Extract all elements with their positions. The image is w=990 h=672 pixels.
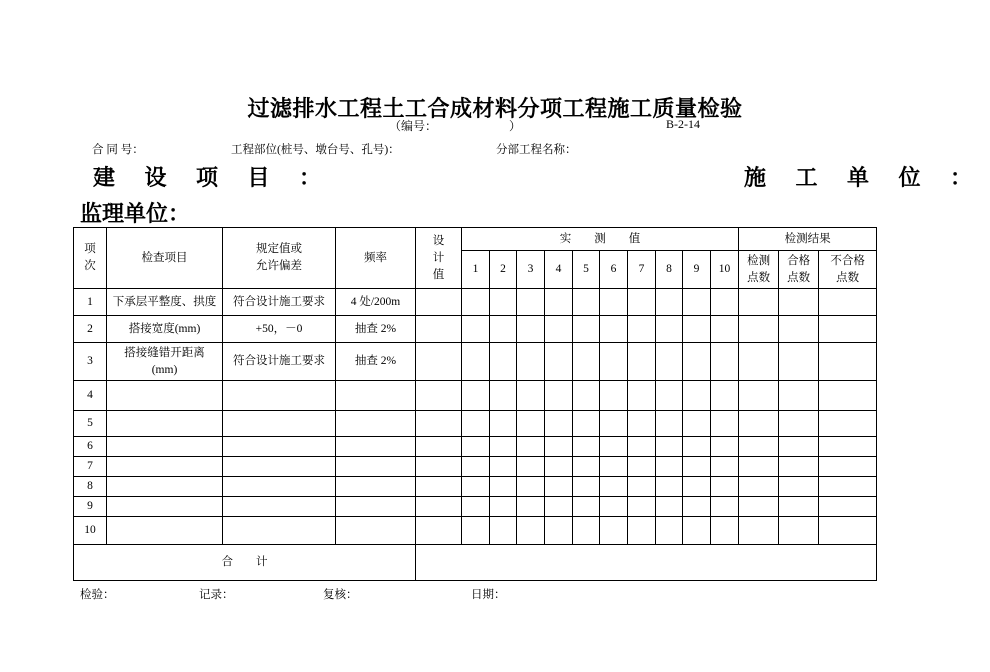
row-freq: 抽查 2% [336,316,416,343]
measured-cell [545,316,573,343]
design-cell [416,437,462,457]
measured-cell [656,411,683,437]
design-cell [416,343,462,381]
table-row [74,457,877,477]
measured-cell [628,457,656,477]
measured-cell [462,457,490,477]
row-freq [336,497,416,517]
result-cell [819,457,877,477]
measured-cell [600,381,628,411]
measured-cell [683,289,711,316]
measured-cell [683,411,711,437]
measured-cell [600,477,628,497]
row-item [107,411,223,437]
result-col-fail: 不合格点数 [819,251,877,289]
row-spec [223,477,336,497]
measured-cell [711,289,739,316]
measured-cell [545,477,573,497]
row-no: 1 [74,289,107,316]
measured-cell [545,411,573,437]
measured-cell [517,477,545,497]
result-cell [819,437,877,457]
measured-cell [517,289,545,316]
row-spec [223,497,336,517]
measured-cell [573,289,600,316]
measured-cell [462,343,490,381]
measured-cell [628,381,656,411]
measured-cell [573,497,600,517]
form-title: 过滤排水工程土工合成材料分项工程施工质量检验 [247,96,743,121]
contract-label: 合 同 号： [92,144,144,156]
total-value-cell [416,545,877,581]
table-row [74,517,877,545]
result-cell [779,381,819,411]
sub-project-label: 分部工程名称： [496,144,577,156]
row-freq: 抽查 2% [336,343,416,381]
measured-cell [656,457,683,477]
row-spec [223,381,336,411]
measured-cell [517,517,545,545]
result-cell [819,289,877,316]
result-cell [779,457,819,477]
measured-cell [683,457,711,477]
measured-cell [683,381,711,411]
measured-cell [490,477,517,497]
table-row [74,381,877,411]
result-cell [779,497,819,517]
row-spec: 符合设计施工要求 [223,289,336,316]
measured-cell [711,343,739,381]
result-cell [739,517,779,545]
row-item [107,381,223,411]
row-freq: 4 处/200m [336,289,416,316]
measured-cell [573,457,600,477]
result-cell [739,343,779,381]
row-spec: +50，－0 [223,316,336,343]
result-cell [819,316,877,343]
measured-cell [545,381,573,411]
row-spec [223,411,336,437]
measured-cell [628,411,656,437]
measured-cell [490,457,517,477]
result-cell [739,497,779,517]
measured-cell [628,437,656,457]
header-design: 设计值 [416,228,462,289]
total-row [74,545,877,581]
row-spec [223,517,336,545]
row-item: 搭接缝错开距离(mm) [107,343,223,381]
measured-cell [545,437,573,457]
measured-cell [600,457,628,477]
table-row [74,411,877,437]
measured-cell [573,381,600,411]
measured-cell [462,497,490,517]
result-cell [779,411,819,437]
measured-cell [600,517,628,545]
measured-cell [711,381,739,411]
inspection-table [73,227,877,581]
result-cell [779,477,819,497]
measured-col: 4 [545,251,573,289]
design-cell [416,477,462,497]
measured-cell [490,343,517,381]
measured-cell [656,381,683,411]
measured-cell [573,517,600,545]
measured-cell [628,343,656,381]
header-spec: 规定值或允许偏差 [223,228,336,289]
measured-cell [462,381,490,411]
measured-col: 7 [628,251,656,289]
measured-cell [573,437,600,457]
row-no: 7 [74,457,107,477]
result-cell [819,517,877,545]
row-no: 2 [74,316,107,343]
header-result: 检测结果 [739,228,877,251]
result-cell [819,477,877,497]
row-freq [336,411,416,437]
row-spec [223,437,336,457]
design-cell [416,497,462,517]
design-cell [416,517,462,545]
measured-cell [573,477,600,497]
row-item [107,477,223,497]
measured-cell [490,411,517,437]
row-no: 9 [74,497,107,517]
measured-cell [490,437,517,457]
total-label: 合 计 [74,545,416,581]
result-cell [739,316,779,343]
measured-cell [490,497,517,517]
result-cell [739,381,779,411]
measured-cell [711,316,739,343]
measured-cell [517,497,545,517]
measured-cell [462,316,490,343]
measured-cell [711,517,739,545]
row-item [107,517,223,545]
result-col-pass: 合格点数 [779,251,819,289]
result-cell [779,289,819,316]
design-cell [416,316,462,343]
measured-cell [573,411,600,437]
measured-cell [517,343,545,381]
measured-cell [517,316,545,343]
inspect-label: 检验： [80,589,115,601]
location-label: 工程部位(桩号、墩台号、孔号)： [231,144,400,156]
table-row [74,343,877,381]
measured-cell [545,343,573,381]
review-label: 复核： [323,589,358,601]
header-freq: 频率 [336,228,416,289]
measured-cell [517,411,545,437]
measured-cell [711,457,739,477]
measured-col: 5 [573,251,600,289]
row-no: 8 [74,477,107,497]
row-freq [336,477,416,497]
measured-cell [545,517,573,545]
result-cell [779,343,819,381]
row-spec [223,457,336,477]
design-cell [416,411,462,437]
measured-cell [628,497,656,517]
measured-cell [600,497,628,517]
design-cell [416,457,462,477]
number-close: ） [509,119,522,133]
result-cell [739,457,779,477]
measured-cell [628,477,656,497]
measured-col: 6 [600,251,628,289]
header-measured: 实 测 值 [462,228,739,251]
measured-cell [656,497,683,517]
measured-cell [600,343,628,381]
header-no: 项次 [74,228,107,289]
measured-col: 2 [490,251,517,289]
result-cell [819,343,877,381]
form-code: B-2-14 [666,117,700,131]
measured-cell [683,517,711,545]
row-freq [336,457,416,477]
row-no: 6 [74,437,107,457]
measured-col: 10 [711,251,739,289]
measured-cell [545,497,573,517]
measured-cell [517,381,545,411]
measured-col: 8 [656,251,683,289]
table-row [74,477,877,497]
measured-cell [600,289,628,316]
measured-cell [545,289,573,316]
measured-cell [462,289,490,316]
row-spec: 符合设计施工要求 [223,343,336,381]
measured-cell [517,437,545,457]
measured-cell [683,477,711,497]
table-row [74,497,877,517]
result-cell [819,497,877,517]
measured-cell [462,517,490,545]
row-freq [336,381,416,411]
measured-cell [656,343,683,381]
record-label: 记录： [199,589,234,601]
supervisor-label: 监理单位： [80,201,191,226]
measured-cell [545,457,573,477]
row-no: 3 [74,343,107,381]
measured-cell [490,289,517,316]
measured-col: 1 [462,251,490,289]
measured-cell [573,343,600,381]
measured-cell [490,517,517,545]
table-body [74,289,877,545]
row-freq [336,437,416,457]
measured-cell [462,477,490,497]
design-cell [416,289,462,316]
row-freq [336,517,416,545]
measured-cell [683,343,711,381]
measured-cell [711,497,739,517]
measured-cell [490,316,517,343]
row-item: 下承层平整度、拱度 [107,289,223,316]
measured-cell [628,517,656,545]
result-cell [779,437,819,457]
result-cell [779,517,819,545]
table-row [74,289,877,316]
result-cell [739,437,779,457]
measured-cell [628,289,656,316]
result-cell [739,477,779,497]
measured-cell [683,437,711,457]
measured-cell [573,316,600,343]
measured-cell [462,411,490,437]
row-item: 搭接宽度(mm) [107,316,223,343]
row-no: 5 [74,411,107,437]
date-label: 日期： [471,589,506,601]
result-cell [739,289,779,316]
result-cell [819,411,877,437]
measured-col: 9 [683,251,711,289]
measured-cell [462,437,490,457]
measured-cell [711,477,739,497]
measured-cell [683,497,711,517]
result-cell [819,381,877,411]
measured-cell [656,437,683,457]
design-cell [416,381,462,411]
header-item: 检查项目 [107,228,223,289]
measured-cell [600,316,628,343]
measured-cell [517,457,545,477]
number-label: （编号： [389,119,438,133]
table-row [74,316,877,343]
project-label: 建 设 项 目 ： [93,165,334,190]
measured-cell [711,411,739,437]
measured-cell [600,411,628,437]
measured-col: 3 [517,251,545,289]
row-item [107,437,223,457]
measured-cell [656,316,683,343]
result-cell [779,316,819,343]
result-col-checked: 检测点数 [739,251,779,289]
row-no: 10 [74,517,107,545]
measured-cell [656,517,683,545]
row-item [107,497,223,517]
row-item [107,457,223,477]
measured-cell [711,437,739,457]
measured-cell [600,437,628,457]
result-cell [739,411,779,437]
measured-cell [683,316,711,343]
contractor-label: 施 工 单 位 ： [744,165,985,190]
measured-cell [628,316,656,343]
measured-cell [490,381,517,411]
measured-cell [656,289,683,316]
row-no: 4 [74,381,107,411]
measured-cell [656,477,683,497]
table-row [74,437,877,457]
